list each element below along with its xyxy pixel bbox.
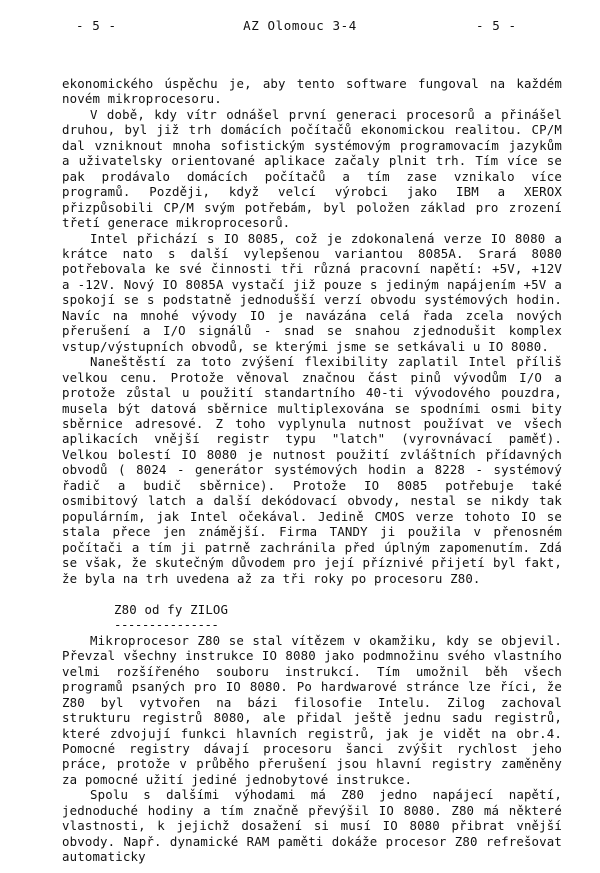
page-number-left: - 5 -: [76, 18, 117, 33]
publication-title: AZ Olomouc 3-4: [243, 18, 357, 33]
page-number-right: - 5 -: [476, 18, 517, 33]
document-body: [62, 76, 562, 865]
paragraph: ekonomického úspěchu je, aby tento software fungoval na každém novém mikroprocesoru.: [62, 76, 562, 107]
section-heading: Z80 od fy ZILOG: [114, 601, 229, 617]
paragraph: Mikroprocesor Z80 se stal vítězem v okamžiku, kdy se objevil. Převzal všechny instrukce IO 8080 jako podmnožinu svého vlastního velmi rozšířeného souboru instrukcí. Tím umožnil běh všech programů psaných pro IO 8080. Po hardwarové stránce lze říci, že Z80 byl vytvořen na bázi filosofie Intelu. Zilog zachoval strukturu registrů 8080, ale přidal ještě jednu sadu registrů, které zdvojují funkci hlavních registrů, jak je vidět na obr.4. Pomocné registry dávají procesoru šanci zvýšit rychlost jeho práce, protože v průběho přerušení jsou hlavní registry zaměněny za pomocné užití jediné jednobytové instrukce.: [62, 632, 562, 787]
paragraph: V době, kdy vítr odnášel první generaci procesorů a přinášel druhou, byl již trh domácích počítačů ekonomickou realitou. CP/M dal vzniknout mnoha sofistickým systémovým programovacím jazykům a uživatelsky orientované aplikace začaly plnit trh. Tím více se pak prodávalo domácích počítačů a tím zase vznikalo více programů. Později, když velcí výrobci jako IBM a XEROX přizpůsobili CP/M svým potřebám, byl položen základ pro zrození třetí generace mikroprocesorů.: [62, 106, 562, 231]
spacer: [62, 586, 562, 602]
paragraph: Naneštěstí za toto zvýšení flexibility zaplatil Intel příliš velkou cenu. Protože věnoval značnou část pinů vývodům I/O a protože zůstal u použití standartního 40-ti vývodového pouzdra, musela být datová sběrnice multiplexována se spodními osmi bity sběrnice adresové. Z toho vyplynula nutnost používat ve všech aplikacích vnější registr typu "latch" (vyrovnávací paměť). Velkou bolestí IO 8080 je nutnost použití zvláštních přídavných obvodů ( 8024 - generátor systémových hodin a 8228 - systémový řadič a budič sběrnice). Protože IO 8085 potřebuje také osmibitový latch a další dekódovací obvody, nestal se nikdy tak populárním, jak Intel očekával. Jedině CMOS verze tohoto IO se stala přece jen známější. Firma TANDY ji použila v přenosném počítači a tím ji patrně zachránila před úplným zapomenutím. Zdá se však, že skutečným důvodem pro její příznivé přijetí byl fakt, že byla na trh uvedena až za tři roky po procesoru Z80.: [62, 354, 562, 586]
paragraph: Intel přichází s IO 8085, což je zdokonalená verze IO 8080 a krátce nato s další vylepšenou variantou 8085A. Srará 8080 potřebovala ke své činnosti tři různá pracovní napětí: +5V, +12V a -12V. Nový IO 8085A vystačí již pouze s jediným napájením +5V a spokojí se s podstatně jednodušší verzí obvodu systémových hodin. Navíc na mnohé vývody IO je navázána celá řada zcela nových přerušení a I/O signálů - snad se snahou zjednodušit komplex vstup/výstupních obvodů, se kterými jsme se setkávali u IO 8080.: [62, 230, 562, 354]
paragraph: Spolu s dalšími výhodami má Z80 jedno napájecí napětí, jednoduché hodiny a tím značně převýšil IO 8080. Z80 má některé vlastnosti, k jejichž dosažení si musí IO 8080 přibrat vnější obvody. Např. dynamické RAM paměti dokáže procesor Z80 refrešovat automaticky: [62, 787, 562, 865]
section-underline: ---------------: [114, 617, 219, 633]
page-header: [0, 18, 600, 34]
